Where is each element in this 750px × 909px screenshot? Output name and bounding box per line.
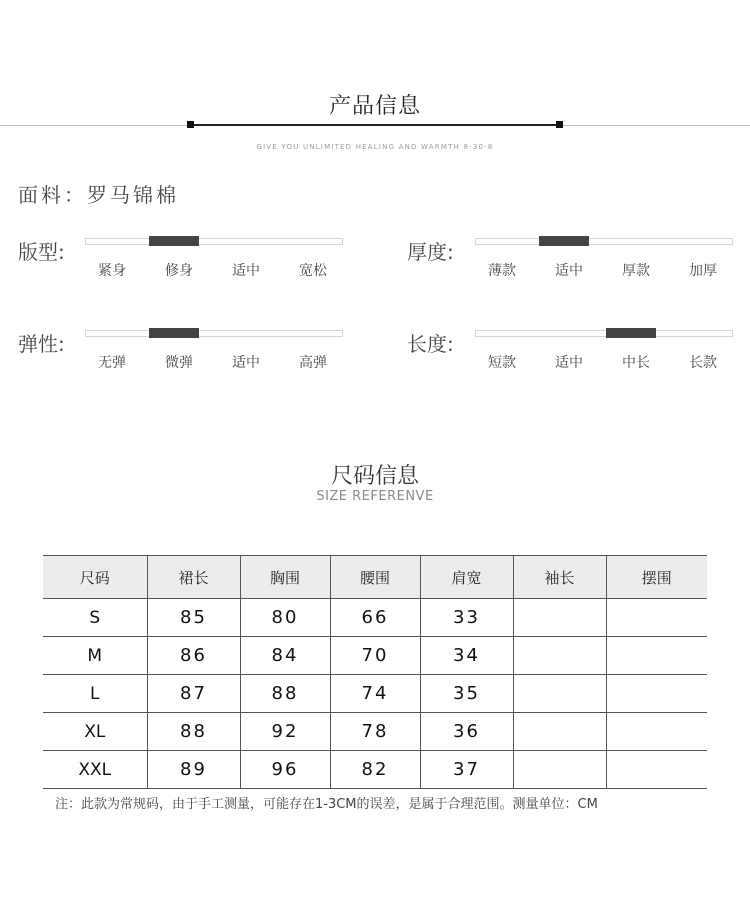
measurement-note: 注：此款为常规码，由于手工测量，可能存在1-3CM的误差，是属于合理范围。测量单位：CM: [55, 797, 598, 812]
cell-bust: 84: [240, 637, 330, 675]
cell-size: S: [43, 599, 147, 637]
cell-size: M: [43, 637, 147, 675]
option-thickness-3: 厚款: [622, 263, 650, 279]
option-thickness-1: 薄款: [488, 263, 516, 279]
cell-bust: 80: [240, 599, 330, 637]
option-thickness-4: 加厚: [689, 263, 717, 279]
cell-bust: 96: [240, 751, 330, 789]
cell-waist: 66: [330, 599, 420, 637]
option-elasticity-1: 无弹: [98, 355, 126, 371]
scale-track-fit: [85, 238, 343, 245]
option-thickness-2: 适中: [555, 263, 583, 279]
cell-waist: 70: [330, 637, 420, 675]
header-left-dot: [187, 121, 194, 128]
cell-skirt-length: 88: [147, 713, 240, 751]
attr-label-elasticity: 弹性:: [18, 332, 65, 356]
option-fit-3: 适中: [232, 263, 260, 279]
cell-size: L: [43, 675, 147, 713]
header-sleeve-length: 袖长: [513, 556, 606, 599]
scale-track-length: [475, 330, 733, 337]
option-fit-1: 紧身: [98, 263, 126, 279]
attr-label-length: 长度:: [407, 332, 454, 356]
table-row: [43, 751, 707, 789]
cell-sleeve-length: [513, 637, 606, 675]
option-length-1: 短款: [488, 355, 516, 371]
cell-sleeve-length: [513, 599, 606, 637]
header-waist: 腰围: [330, 556, 420, 599]
option-length-2: 适中: [555, 355, 583, 371]
option-elasticity-3: 适中: [232, 355, 260, 371]
table-row: [43, 713, 707, 751]
scale-track-thickness: [475, 238, 733, 245]
cell-shoulder: 33: [420, 599, 513, 637]
option-elasticity-4: 高弹: [299, 355, 327, 371]
option-length-4: 长款: [689, 355, 717, 371]
cell-size: XL: [43, 713, 147, 751]
header-size: 尺码: [43, 556, 147, 599]
product-info-title: 产品信息: [328, 94, 421, 119]
scale-track-elasticity: [85, 330, 343, 337]
attr-label-fit: 版型:: [18, 240, 65, 264]
header-shoulder: 肩宽: [420, 556, 513, 599]
header-bust: 胸围: [240, 556, 330, 599]
scale-fill-elasticity: [149, 328, 199, 338]
cell-skirt-length: 86: [147, 637, 240, 675]
size-table: [43, 555, 707, 789]
fabric-info: 面料：罗马锦棉: [18, 183, 179, 207]
cell-shoulder: 34: [420, 637, 513, 675]
cell-skirt-length: 85: [147, 599, 240, 637]
cell-sleeve-length: [513, 675, 606, 713]
cell-shoulder: 36: [420, 713, 513, 751]
cell-size: XXL: [43, 751, 147, 789]
header-bold-line: [190, 124, 560, 126]
cell-hem: [606, 713, 707, 751]
option-fit-4: 宽松: [299, 263, 327, 279]
cell-hem: [606, 637, 707, 675]
cell-sleeve-length: [513, 751, 606, 789]
cell-waist: 78: [330, 713, 420, 751]
header-right-dot: [556, 121, 563, 128]
cell-shoulder: 37: [420, 751, 513, 789]
size-info-title: 尺码信息: [330, 464, 419, 489]
product-info-subtitle: GIVE YOU UNLIMITED HEALING AND WARMTH 8-30-8: [256, 143, 494, 151]
table-row: [43, 675, 707, 713]
scale-fill-fit: [149, 236, 199, 246]
cell-waist: 74: [330, 675, 420, 713]
header-skirt-length: 裙长: [147, 556, 240, 599]
size-table-header-row: [43, 556, 707, 599]
scale-fill-thickness: [539, 236, 589, 246]
cell-shoulder: 35: [420, 675, 513, 713]
cell-bust: 88: [240, 675, 330, 713]
option-fit-2: 修身: [165, 263, 193, 279]
cell-skirt-length: 87: [147, 675, 240, 713]
table-row: [43, 637, 707, 675]
table-row: [43, 599, 707, 637]
option-elasticity-2: 微弹: [165, 355, 193, 371]
cell-sleeve-length: [513, 713, 606, 751]
size-info-subtitle: SIZE REFERENVE: [316, 489, 434, 504]
option-length-3: 中长: [622, 355, 650, 371]
cell-hem: [606, 599, 707, 637]
cell-hem: [606, 675, 707, 713]
scale-fill-length: [606, 328, 656, 338]
cell-skirt-length: 89: [147, 751, 240, 789]
cell-bust: 92: [240, 713, 330, 751]
attr-label-thickness: 厚度:: [407, 240, 454, 264]
cell-waist: 82: [330, 751, 420, 789]
cell-hem: [606, 751, 707, 789]
header-hem: 摆围: [606, 556, 707, 599]
